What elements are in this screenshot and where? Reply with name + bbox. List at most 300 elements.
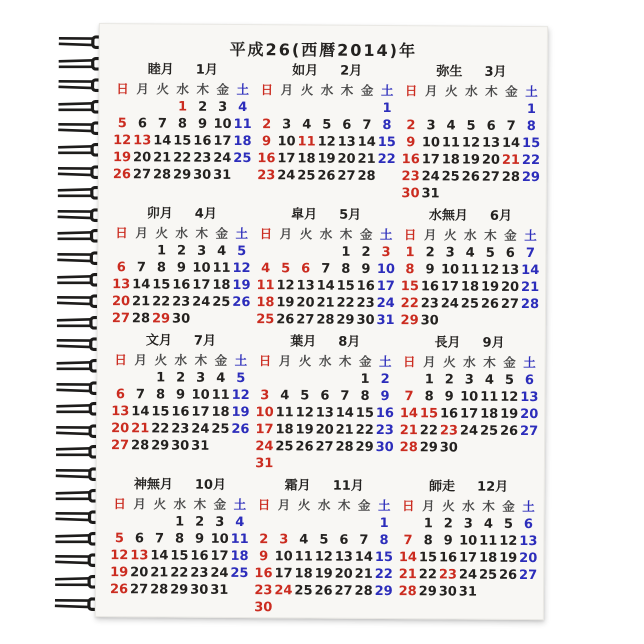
day-cell: 29 [151,438,170,454]
day-cell: 29 [151,311,171,327]
day-cell: 2 [198,99,208,115]
day-cell: 7 [404,389,414,405]
day-cell: 30 [171,311,191,327]
day-cell: 5 [281,261,291,277]
spiral-notebook [95,23,548,620]
day-cell: 9 [261,134,272,150]
day-cell [334,515,354,532]
day-cell: 29 [170,582,189,598]
day-cell: 20 [519,550,538,567]
day-cell: 30 [375,439,394,456]
day-cell: 25 [294,583,313,599]
notebook-page [95,23,548,620]
day-cell: 2 [361,244,371,260]
day-cell: 9 [443,533,453,549]
day-cell: 11 [230,531,249,548]
day-cell: 31 [458,584,477,600]
day-cell [232,167,252,184]
day-cell: 5 [485,245,495,261]
day-cell: 19 [231,404,250,421]
day-cell: 29 [418,584,437,600]
day-cell: 27 [520,423,539,440]
day-cell: 8 [156,260,166,276]
weekday-header: 土 [378,353,392,370]
day-cell: 24 [459,423,479,439]
day-cell: 28 [399,440,418,456]
day-cell: 17 [440,279,460,295]
day-cell: 27 [132,167,152,183]
day-cell: 16 [257,151,276,167]
month-number-label: 6月 [489,208,513,224]
day-cell: 19 [232,277,251,294]
day-cell: 3 [196,370,206,386]
weekday-header: 火 [442,498,455,514]
week-row [255,311,395,329]
day-cell: 14 [399,406,419,422]
day-cell: 26 [480,296,500,312]
weekday-header-row [398,497,538,516]
week-row [398,515,538,533]
day-cell: 10 [277,134,296,150]
day-cell: 4 [238,99,248,116]
week-row [401,134,541,152]
day-cell: 24 [213,150,232,166]
day-cell: 28 [316,312,335,328]
weekday-header: 金 [503,354,516,370]
month-name: 弥生 [436,64,463,80]
day-cell: 11 [297,134,316,150]
day-cell: 11 [441,135,461,151]
day-cell: 10 [192,260,211,276]
day-cell [210,438,230,455]
day-cell: 4 [280,388,290,404]
day-cell: 10 [213,116,232,132]
day-cell: 8 [423,533,433,549]
weekday-header: 月 [279,226,293,242]
week-row [256,243,396,261]
day-cell: 16 [193,133,212,149]
day-cell: 10 [255,405,274,421]
weekday-header: 金 [358,353,372,369]
month-number-label: 1月 [195,62,218,78]
weekday-header: 木 [482,498,495,514]
weekday-header: 土 [525,83,538,100]
day-cell: 3 [215,514,225,530]
week-row [401,168,541,186]
day-cell: 24 [274,583,293,599]
week-row [254,421,394,439]
day-cell: 20 [133,150,152,166]
day-cell: 1 [423,516,433,532]
day-cell: 5 [117,116,127,132]
day-cell: 13 [520,389,539,406]
day-cell [480,313,500,330]
day-cell: 15 [173,133,192,149]
day-cell: 27 [296,312,315,328]
day-cell: 26 [499,423,519,439]
day-cell: 4 [235,514,245,531]
day-cell: 19 [500,406,519,422]
day-cell: 24 [192,294,211,310]
week-row [111,259,251,277]
weekday-header-row [256,225,396,244]
weekday-header-row [111,224,251,243]
day-cell: 1 [379,515,389,532]
day-cell: 9 [175,387,186,403]
day-cell: 6 [524,372,535,389]
month-title [256,207,396,224]
day-cell: 18 [297,151,316,167]
weekday-header: 水 [464,227,477,243]
day-cell: 6 [523,516,534,533]
day-cell: 21 [399,423,418,439]
day-cell: 26 [232,294,251,311]
week-row [400,312,540,330]
day-cell: 30 [193,167,212,183]
day-cell: 24 [277,168,296,184]
month-number-label: 10月 [194,477,227,493]
day-cell: 10 [459,533,478,549]
day-cell: 22 [418,567,437,583]
week-row [256,167,396,185]
weekday-header-row [112,80,252,99]
day-cell [150,513,170,530]
day-cell: 25 [212,294,231,310]
day-cell: 25 [478,567,498,583]
day-cell: 22 [419,423,438,439]
day-cell: 6 [320,388,330,404]
day-cell: 3 [282,117,292,133]
week-row [400,261,540,279]
day-cell [440,312,460,329]
weekday-header: 木 [339,226,353,242]
day-cell: 10 [460,389,479,405]
day-cell: 18 [230,548,249,565]
weekday-header: 日 [257,497,271,513]
day-cell: 22 [170,565,189,581]
day-cell [131,242,151,259]
month-name: 霜月 [284,478,311,494]
day-cell: 11 [480,389,499,405]
day-cell: 30 [401,186,420,202]
day-cell [273,599,293,616]
day-cell [274,514,294,531]
day-cell [441,100,461,117]
day-cell [296,243,316,260]
day-cell: 3 [197,243,207,259]
day-cell: 15 [400,279,419,295]
day-cell: 2 [176,243,187,259]
month-block-10 [109,477,250,599]
week-row [400,244,540,262]
day-cell: 24 [458,567,478,583]
week-row [400,185,540,203]
weekday-header: 日 [114,352,127,368]
day-cell: 16 [401,152,420,168]
day-cell: 3 [426,118,436,134]
weekday-header: 木 [338,353,352,369]
day-cell [521,186,541,203]
month-title [399,335,539,352]
month-block-5 [255,207,396,329]
month-block-7 [110,333,251,455]
month-name: 神無月 [133,477,173,493]
day-cell: 17 [458,550,478,566]
day-cell: 14 [153,133,172,149]
day-cell: 5 [236,370,246,387]
day-cell [460,313,480,330]
day-cell: 1 [405,245,415,261]
day-cell [314,456,334,473]
day-cell: 12 [317,134,336,150]
weekday-header: 月 [423,354,436,370]
day-cell [333,600,353,617]
month-block-2 [256,63,397,185]
day-cell: 10 [376,261,396,278]
day-cell: 22 [336,295,355,311]
weekday-header: 火 [156,81,169,97]
day-cell: 13 [112,277,131,293]
day-cell: 3 [260,388,270,404]
day-cell: 30 [438,584,457,600]
day-cell: 9 [259,549,269,565]
day-cell: 21 [501,152,521,168]
day-cell: 2 [262,117,272,133]
day-cell: 18 [480,406,499,422]
month-number-label: 2月 [340,63,363,79]
weekday-header-row [257,81,397,100]
day-cell: 1 [341,244,351,260]
weekday-header: 火 [299,226,313,242]
day-cell: 29 [374,583,393,600]
weekday-header: 日 [258,353,272,369]
day-cell: 2 [406,118,416,134]
day-cell: 1 [156,243,167,259]
day-cell: 30 [190,582,209,598]
day-cell: 11 [275,405,294,421]
day-cell: 15 [377,134,396,151]
day-cell: 30 [254,600,273,616]
day-cell: 18 [460,279,480,295]
day-cell: 28 [131,438,150,454]
day-cell: 26 [231,421,250,438]
day-cell [479,440,499,457]
day-cell: 13 [111,404,130,420]
month-title [401,64,541,81]
day-cell: 6 [339,532,349,548]
weekday-header: 木 [194,352,208,368]
day-cell: 23 [439,423,459,439]
week-row [254,455,394,473]
day-cell: 20 [481,152,501,168]
day-cell: 23 [420,296,439,312]
day-cell: 17 [191,404,210,420]
day-cell: 19 [110,565,129,581]
month-title [398,479,538,496]
day-cell [373,600,393,617]
weekday-header-row [254,496,394,515]
month-block-3 [400,64,541,203]
day-cell: 14 [501,135,521,151]
day-cell: 14 [354,549,373,565]
day-cell: 24 [255,439,274,455]
week-row [400,295,540,313]
day-cell [481,101,501,118]
day-cell: 22 [152,294,171,310]
week-row [399,439,539,457]
day-cell: 20 [111,294,131,310]
month-number-label: 7月 [193,333,217,349]
day-cell: 4 [217,243,227,259]
weekday-header: 日 [403,227,417,243]
day-cell: 15 [151,404,170,420]
day-cell: 27 [315,439,334,455]
weekday-header: 月 [136,81,149,97]
day-cell: 17 [277,151,296,167]
month-block-1 [112,62,253,184]
month-title [255,334,395,351]
month-number-label: 3月 [484,64,507,80]
day-cell: 5 [504,372,515,388]
day-cell: 10 [421,135,440,151]
day-cell: 21 [335,422,354,438]
day-cell [293,599,313,616]
day-cell: 11 [212,260,231,276]
month-name: 文月 [145,333,172,349]
day-cell: 15 [336,278,355,294]
month-block-11 [253,478,394,617]
day-cell: 12 [295,405,314,421]
day-cell: 27 [334,583,353,599]
day-cell: 10 [274,549,293,565]
day-cell: 24 [421,169,440,185]
weekday-header: 水 [462,498,475,514]
day-cell: 14 [335,405,354,421]
day-cell: 21 [132,294,151,310]
day-cell: 11 [479,533,498,549]
weekday-header: 火 [300,82,314,98]
weekday-header: 水 [318,353,332,369]
week-row [399,422,539,440]
day-cell: 21 [316,295,335,311]
day-cell: 19 [276,295,295,311]
weekday-header: 火 [154,352,168,368]
day-cell: 31 [213,167,232,183]
weekday-header: 月 [280,82,294,98]
day-cell: 6 [137,116,147,132]
week-row [398,566,538,584]
day-cell: 1 [360,371,370,387]
week-row [398,549,538,567]
day-cell [131,369,151,386]
day-cell [230,438,250,455]
day-cell: 25 [460,296,479,312]
month-name: 葉月 [290,334,317,350]
weekday-header-row [401,82,541,101]
weekday-header: 金 [213,496,227,512]
weekday-header: 土 [524,227,537,244]
day-cell: 11 [256,278,275,294]
week-row [110,369,250,387]
day-cell: 17 [192,277,211,293]
weekday-header: 金 [357,497,371,513]
week-row [253,599,393,617]
weekday-header: 火 [298,353,312,369]
day-cell: 26 [498,567,518,583]
day-cell: 14 [521,262,540,279]
day-cell: 19 [314,566,333,582]
day-cell: 4 [216,370,226,386]
day-cell: 16 [356,278,375,294]
day-cell: 6 [342,117,352,133]
week-row [256,260,396,278]
day-cell: 21 [398,567,417,583]
day-cell: 19 [317,151,336,167]
week-row [253,582,393,600]
month-name: 卯月 [146,206,173,222]
day-cell: 20 [315,422,334,438]
day-cell: 28 [398,584,417,600]
day-cell: 4 [261,261,271,277]
day-cell: 25 [297,168,316,184]
month-number-label: 12月 [476,479,509,495]
day-cell [132,98,152,115]
day-cell: 7 [362,117,372,133]
day-cell: 17 [421,152,440,168]
week-row [254,514,394,532]
day-cell: 27 [481,169,500,185]
day-cell [357,100,377,117]
day-cell: 14 [398,550,418,566]
day-cell: 21 [150,565,169,581]
day-cell: 26 [317,168,336,184]
weekday-header: 金 [504,227,517,243]
week-row [109,581,249,599]
day-cell [130,513,150,530]
weekday-header: 月 [134,352,148,368]
week-row [111,293,251,311]
day-cell: 8 [360,388,370,404]
weekday-header-row [400,226,540,245]
day-cell [274,455,294,472]
day-cell: 26 [276,312,295,328]
day-cell: 14 [316,278,335,294]
day-cell: 19 [499,550,518,566]
weekday-header: 火 [443,354,456,370]
weekday-header: 金 [502,498,515,514]
day-cell: 19 [480,279,500,295]
day-cell: 12 [110,548,129,564]
week-row [401,151,541,169]
day-cell: 27 [337,168,356,184]
month-title [111,333,251,350]
day-cell [277,99,297,116]
day-cell: 31 [376,312,395,329]
day-cell: 8 [424,389,434,405]
day-cell: 24 [376,295,395,312]
day-cell [354,515,374,532]
weekday-header: 水 [465,83,478,99]
weekday-header: 木 [337,497,351,513]
day-cell [500,313,520,330]
day-cell: 8 [341,261,351,277]
day-cell: 20 [500,279,520,295]
week-row [109,513,249,531]
day-cell: 16 [439,406,459,422]
weekday-header: 土 [236,81,250,98]
day-cell [376,168,396,185]
day-cell: 8 [155,387,166,403]
